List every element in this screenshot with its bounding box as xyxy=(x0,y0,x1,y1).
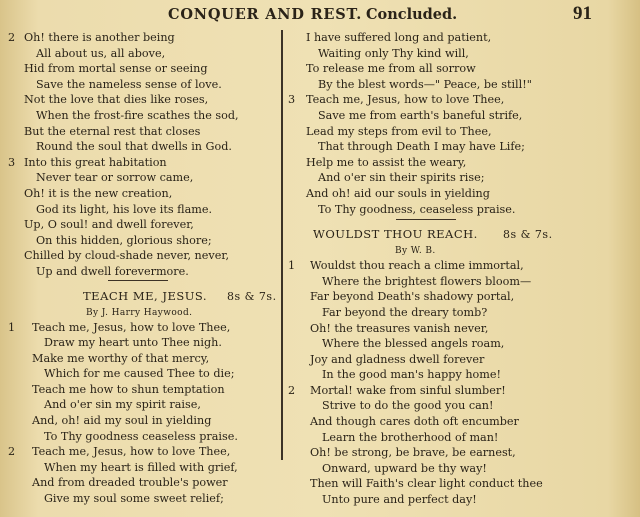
verse-3-conquer xyxy=(8,155,276,280)
verse-number: 2 xyxy=(8,445,16,459)
verse-line: Teach me how to shun temptation xyxy=(32,382,225,396)
running-header xyxy=(0,5,640,27)
verse-line: Oh! there is another being xyxy=(24,31,175,44)
verse-line: And oh! aid our souls in yielding xyxy=(306,186,490,200)
verse-line: When my heart is filled with grief, xyxy=(44,460,238,474)
verse-line: Where the brightest flowers bloom— xyxy=(322,274,532,288)
verse-line: Help me to assist the weary, xyxy=(306,155,467,169)
verse-line: Mortal! wake from sinful slumber! xyxy=(310,383,506,397)
verse-number: 1 xyxy=(288,259,296,273)
verse-3-teach xyxy=(288,92,633,217)
verse-line: Draw my heart unto Thee nigh. xyxy=(44,336,222,350)
verse-line: Waiting only Thy kind will, xyxy=(318,46,469,60)
verse-line: Never tear or sorrow came, xyxy=(36,171,194,185)
verse-line: And, oh! aid my soul in yielding xyxy=(32,414,212,428)
hymn-heading xyxy=(8,283,276,305)
hymn-meter: 8s & 7s. xyxy=(227,289,277,303)
verse-1-wouldst xyxy=(288,258,633,383)
running-title: CONQUER AND REST. xyxy=(168,6,363,23)
verse-line: Up, O soul! and dwell forever, xyxy=(24,218,194,232)
verse-line: Far beyond the dreary tomb? xyxy=(322,305,488,319)
verse-line: That through Death I may have Life; xyxy=(318,140,525,154)
verse-line: Far beyond Death's shadowy portal, xyxy=(310,290,515,304)
hymn-author: By J. Harry Haywood. xyxy=(86,307,193,318)
verse-line: Save the nameless sense of love. xyxy=(36,77,222,91)
verse-line: And from dreaded trouble's power xyxy=(32,476,228,490)
verse-line: Up and dwell forevermore. xyxy=(36,264,189,278)
verse-line: And o'er sin my spirit raise, xyxy=(44,398,201,412)
verse-line: Round the soul that dwells in God. xyxy=(36,140,232,154)
verse-number: 1 xyxy=(8,320,16,334)
verse-number: 3 xyxy=(288,93,296,107)
verse-line: Teach me, Jesus, how to love Thee, xyxy=(32,445,231,459)
verse-2-teach-continued xyxy=(288,30,633,92)
verse-2-wouldst xyxy=(288,383,633,508)
verse-1-teach xyxy=(8,320,276,445)
column-divider xyxy=(281,30,283,460)
verse-line: Oh! be strong, be brave, be earnest, xyxy=(310,446,516,460)
verse-line: Where the blessed angels roam, xyxy=(322,337,505,351)
verse-line: Make me worthy of that mercy, xyxy=(32,351,210,365)
verse-line: Then will Faith's clear light conduct thee xyxy=(310,477,543,491)
hymn-meter: 8s & 7s. xyxy=(503,228,553,242)
verse-line: But the eternal rest that closes xyxy=(24,124,201,138)
verse-line: Joy and gladness dwell forever xyxy=(310,352,485,366)
verse-number: 3 xyxy=(8,155,16,169)
running-subtitle: Concluded. xyxy=(366,6,458,23)
verse-line: Wouldst thou reach a clime immortal, xyxy=(310,259,524,273)
verse-line: Strive to do the good you can! xyxy=(322,399,494,413)
verse-line: Which for me caused Thee to die; xyxy=(44,367,235,381)
verse-line: To Thy goodness ceaseless praise. xyxy=(44,429,238,443)
verse-line: Give my soul some sweet relief; xyxy=(44,492,224,506)
verse-line: And o'er sin their spirits rise; xyxy=(318,171,485,185)
hymn-byline-row xyxy=(8,305,276,320)
hymn-heading xyxy=(288,221,633,243)
verse-line: Teach me, Jesus, how to love Thee, xyxy=(32,320,231,334)
verse-line: I have suffered long and patient, xyxy=(306,31,492,44)
verse-2-teach xyxy=(8,444,276,506)
verse-line: Into this great habitation xyxy=(24,155,167,169)
right-column xyxy=(288,30,633,508)
hymn-title: WOULDST THOU REACH. xyxy=(313,227,478,242)
verse-line: Unto pure and perfect day! xyxy=(322,493,477,507)
hymn-title: TEACH ME, JESUS. xyxy=(83,288,208,303)
verse-line: All about us, all above, xyxy=(36,46,166,60)
verse-line: Not the love that dies like roses, xyxy=(24,93,209,107)
verse-line: On this hidden, glorious shore; xyxy=(36,233,212,247)
verse-line: Hid from mortal sense or seeing xyxy=(24,62,208,76)
verse-line: To Thy goodness, ceaseless praise. xyxy=(318,202,516,216)
verse-line: Oh! it is the new creation, xyxy=(24,186,173,200)
verse-line: By the blest words—" Peace, be still!" xyxy=(318,77,532,91)
verse-line: God its light, his love its flame. xyxy=(36,202,213,216)
verse-2-conquer xyxy=(8,30,276,155)
verse-line: Learn the brotherhood of man! xyxy=(322,430,499,444)
verse-number: 2 xyxy=(8,31,16,44)
page-number: 91 xyxy=(573,3,592,24)
verse-line: Chilled by cloud-shade never, never, xyxy=(24,249,229,263)
hymn-byline-row xyxy=(288,243,633,258)
left-column xyxy=(8,30,276,507)
hymn-author: By W. B. xyxy=(395,246,436,257)
verse-number: 2 xyxy=(288,383,296,397)
verse-line: To release me from all sorrow xyxy=(306,62,476,76)
verse-line: Lead my steps from evil to Thee, xyxy=(306,124,492,138)
verse-line: Teach me, Jesus, how to love Thee, xyxy=(306,93,505,107)
verse-line: Save me from earth's baneful strife, xyxy=(318,108,523,122)
verse-line: In the good man's happy home! xyxy=(322,368,502,382)
verse-line: When the frost-fire scathes the sod, xyxy=(36,108,239,122)
verse-line: Oh! the treasures vanish never, xyxy=(310,321,489,335)
verse-line: Onward, upward be thy way! xyxy=(322,461,487,475)
verse-line: And though cares doth oft encumber xyxy=(310,415,519,429)
